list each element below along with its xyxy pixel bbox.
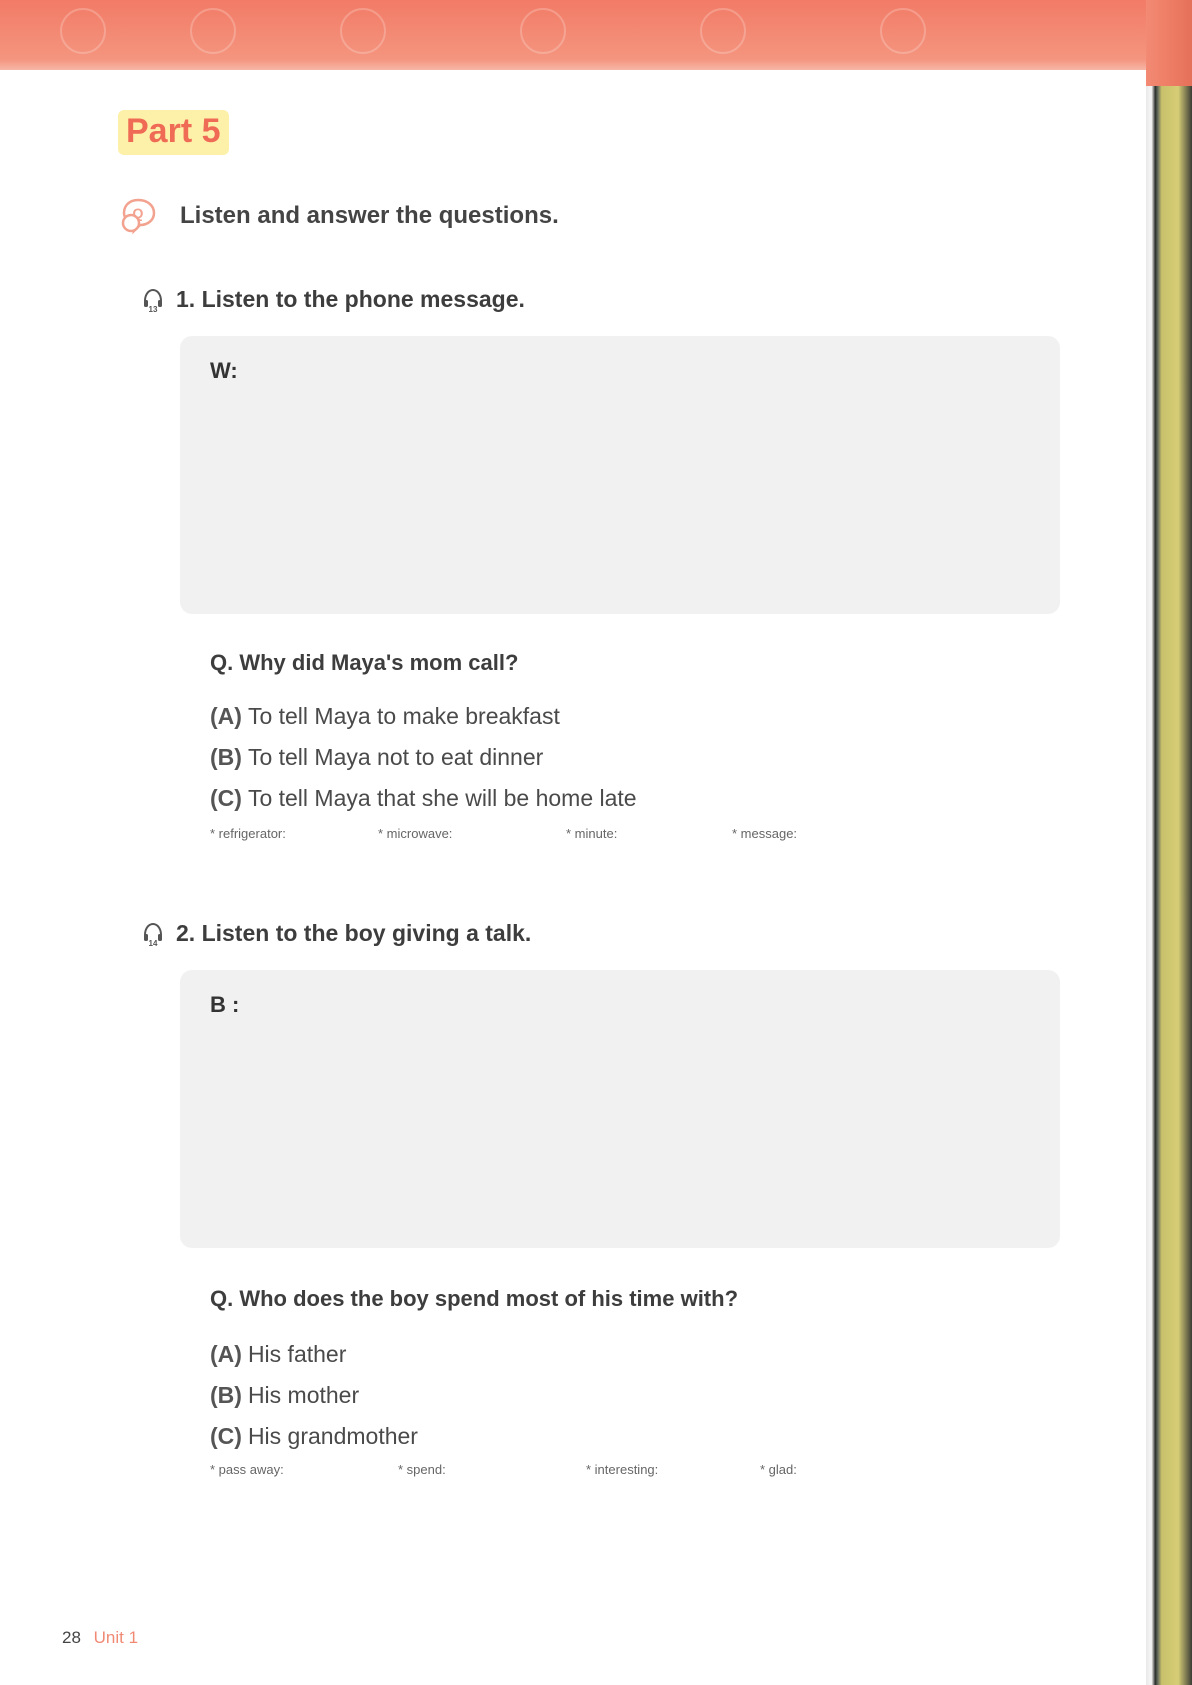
band-doodle <box>880 8 926 54</box>
book-page-edge <box>1146 0 1192 1685</box>
page-edge-tab <box>1146 0 1192 86</box>
option-a[interactable] <box>210 1334 418 1375</box>
options-2 <box>210 1334 418 1457</box>
option-text: To tell Maya to make breakfast <box>247 703 560 729</box>
option-c[interactable] <box>210 778 637 819</box>
question-1: Q. Why did Maya's mom call? <box>210 650 519 675</box>
option-text: His grandmother <box>247 1423 418 1449</box>
band-doodle <box>340 8 386 54</box>
vocab-item: * message: <box>732 826 798 841</box>
option-text: His father <box>247 1341 347 1367</box>
section-1-title: 1. Listen to the phone message. <box>176 286 525 312</box>
option-text: His mother <box>247 1382 360 1408</box>
band-doodle <box>60 8 106 54</box>
page-number: 28 <box>62 1628 81 1647</box>
speaker-label: W: <box>210 358 238 383</box>
option-letter: (C) <box>210 1423 242 1449</box>
option-c[interactable] <box>210 1416 418 1457</box>
vocab-item: * glad: <box>760 1462 797 1477</box>
transcript-box-2 <box>180 970 1060 1248</box>
part-title: Part 5 <box>118 110 229 155</box>
section-2-title: 2. Listen to the boy giving a talk. <box>176 920 532 946</box>
question-2: Q. Who does the boy spend most of his time with? <box>210 1286 739 1311</box>
vocab-item: * interesting: <box>586 1462 659 1477</box>
section-2-heading <box>142 920 531 947</box>
options-1 <box>210 696 637 819</box>
section-1-heading <box>142 286 525 313</box>
option-letter: (C) <box>210 785 242 811</box>
option-letter: (B) <box>210 1382 242 1408</box>
vocab-item: * microwave: <box>378 826 453 841</box>
speech-bubbles-icon <box>118 196 158 236</box>
unit-label: Unit 1 <box>93 1628 139 1647</box>
band-doodle <box>190 8 236 54</box>
option-letter: (A) <box>210 1341 242 1367</box>
track-number: 14 <box>148 938 158 947</box>
instruction-text: Listen and answer the questions. <box>180 202 559 229</box>
vocab-item: * minute: <box>566 826 618 841</box>
option-text: To tell Maya that she will be home late <box>247 785 637 811</box>
option-letter: (A) <box>210 703 242 729</box>
vocab-item: * refrigerator: <box>210 826 286 841</box>
transcript-box-1 <box>180 336 1060 614</box>
instruction <box>118 196 559 236</box>
option-a[interactable] <box>210 696 637 737</box>
vocab-item: * spend: <box>398 1462 446 1477</box>
option-b[interactable] <box>210 1375 418 1416</box>
svg-text:Q: Q <box>132 205 144 221</box>
track-number: 13 <box>148 304 158 313</box>
speaker-label: B : <box>210 992 240 1017</box>
option-letter: (B) <box>210 744 242 770</box>
headphones-icon <box>142 921 164 947</box>
band-doodle <box>520 8 566 54</box>
option-b[interactable] <box>210 737 637 778</box>
top-decorative-band <box>0 0 1150 70</box>
page-footer <box>62 1628 138 1648</box>
option-text: To tell Maya not to eat dinner <box>247 744 544 770</box>
band-doodle <box>700 8 746 54</box>
vocab-item: * pass away: <box>210 1462 284 1477</box>
headphones-icon <box>142 287 164 313</box>
